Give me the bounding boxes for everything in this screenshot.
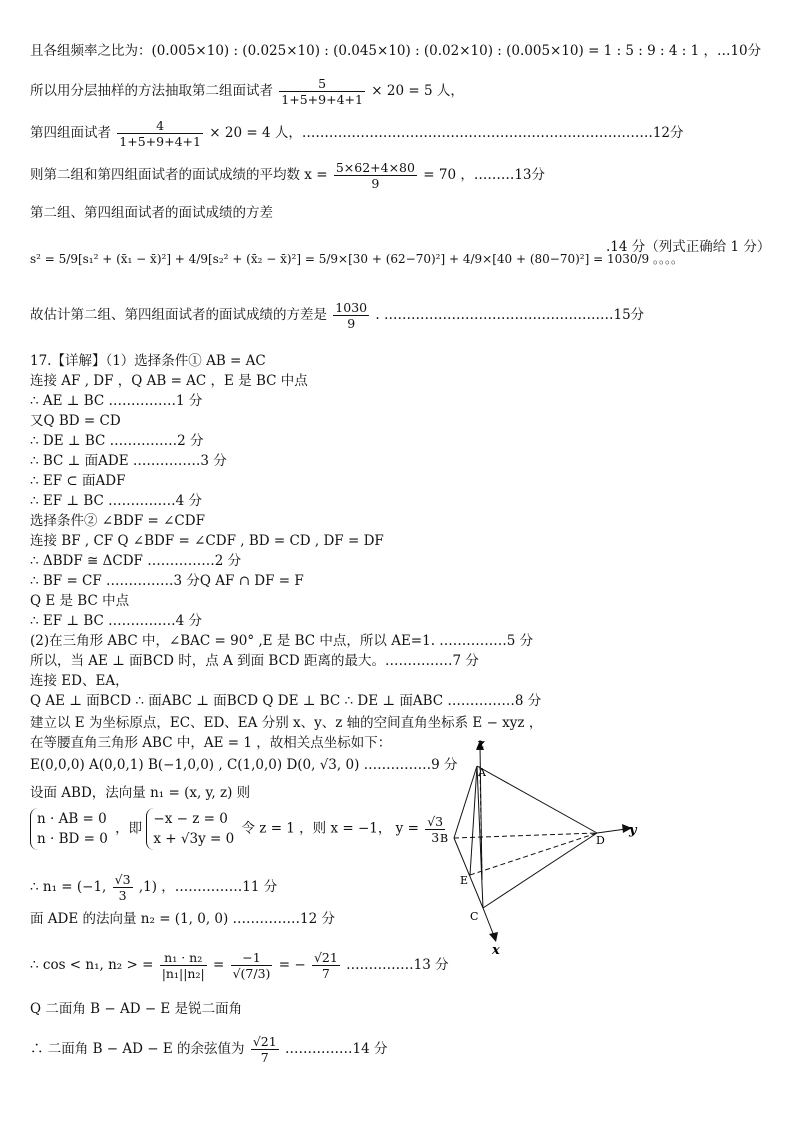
text: ∴ n₁ = (−1,	[30, 879, 107, 895]
label-C: C	[470, 910, 479, 923]
q17-line: ∴ EF ⊥ BC ……………4 分	[30, 613, 203, 629]
text: 令 z = 1 ，则 x = −1， y =	[241, 820, 419, 837]
system-left	[30, 808, 108, 850]
group2-sampling-line	[30, 76, 464, 107]
text: ……………14 分	[284, 1041, 388, 1057]
q17-line: 在等腰直角三角形 ABC 中，AE = 1 ，故相关点坐标如下：	[30, 735, 392, 751]
fraction	[231, 950, 273, 981]
denominator: 7	[321, 966, 330, 981]
label-A: A	[478, 766, 486, 779]
equation: x + √3y = 0	[153, 831, 235, 847]
denominator: 1+5+9+4+1	[281, 92, 363, 107]
x-axis	[483, 908, 494, 936]
ratio-line: 且各组频率之比为：(0.005×10) : (0.025×10) : (0.045×10) : (0.02×10) : (0.005×10) = 1 : 5 : 9 : 4 : 1 ，…10分	[30, 43, 762, 59]
numerator: 5×62+4×80	[335, 160, 415, 175]
q17-line: 连接 BF , CF Q ∠BDF = ∠CDF , BD = CD , DF = DF	[30, 533, 384, 549]
fraction	[333, 300, 369, 331]
tetrahedron-figure	[430, 730, 650, 960]
denominator: 9	[371, 176, 380, 191]
equation: n · BD = 0	[37, 831, 108, 847]
numerator: √21	[252, 1034, 277, 1049]
coordinates-line: E(0,0,0) A(0,0,1) B(−1,0,0) , C(1,0,0) D(0, √3, 0) ……………9 分	[30, 757, 458, 773]
numerator: 4	[117, 118, 203, 134]
numerator: n₁ · n₂	[160, 950, 207, 966]
denominator: 3	[118, 888, 127, 903]
n2-line: 面 ADE 的法向量 n₂ = (1, 0, 0) ……………12 分	[30, 911, 336, 927]
fraction	[334, 160, 417, 191]
edge-BC	[454, 838, 483, 908]
q17-line: Q AE ⊥ 面BCD ∴ 面ABC ⊥ 面BCD Q DE ⊥ BC ∴ DE ⊥ 面ABC ……………8 分	[30, 693, 542, 709]
equation: −x − z = 0	[153, 811, 228, 827]
q17-line: ∴ AE ⊥ BC ……………1 分	[30, 393, 203, 409]
text: ，即	[115, 820, 143, 837]
normal-vector-setup: 设面 ABD，法向量 n₁ = (x, y, z) 则	[30, 785, 251, 801]
edge-CD	[483, 833, 597, 908]
text: 故估计第二组、第四组面试者的面试成绩的方差是	[30, 307, 327, 323]
q17-line: 连接 ED、EA，	[30, 673, 129, 689]
text: ∴ 二面角 B − AD − E 的余弦值为	[30, 1041, 245, 1057]
edge-AD	[477, 766, 597, 833]
equation: n · AB = 0	[37, 811, 107, 827]
variance-heading: 第二组、第四组面试者的面试成绩的方差	[30, 205, 273, 221]
label-E: E	[460, 874, 469, 887]
numerator: √3	[427, 813, 444, 829]
label-y: y	[629, 823, 637, 838]
text: = −	[278, 957, 306, 973]
q17-line: 建立以 E 为坐标原点，EC、ED、EA 分别 x、y、z 轴的空间直角坐标系 E − xyz ，	[30, 715, 543, 731]
text: ∴ cos < n₁, n₂ > =	[30, 957, 154, 973]
text: = 70 ，………13分	[423, 167, 546, 183]
variance-conclusion	[30, 300, 644, 331]
text: 第四组面试者	[30, 125, 111, 141]
cosine-line	[30, 950, 449, 981]
variance-formula: s² = 5/9[s₁² + (x̄₁ − x̄)²] + 4/9[s₂² + (x̄₂ − x̄)²] = 5/9×[30 + (62−70)²] + 4/9×[40 + (80−70)²] = 1030/9 。。。。	[30, 252, 684, 266]
mean-line	[30, 160, 545, 191]
text: . ……………………………………………15分	[375, 307, 645, 323]
text: ……………13 分	[346, 957, 449, 973]
denominator: 3	[431, 829, 440, 845]
fraction	[312, 950, 340, 981]
denominator: √(7/3)	[232, 966, 271, 981]
denominator: 7	[260, 1050, 269, 1065]
text: =	[212, 957, 225, 973]
label-x: x	[492, 943, 500, 958]
n1-result	[30, 872, 277, 903]
edge-ED	[470, 833, 597, 875]
text: × 20 = 4 人，……………………………………………………………………12分	[209, 125, 684, 141]
text: 则第二组和第四组面试者的面试成绩的平均数 x =	[30, 167, 328, 183]
edge-BD	[454, 833, 597, 838]
numerator: 5	[279, 76, 365, 92]
fraction	[113, 872, 133, 903]
q17-line: 连接 AF , DF ，Q AB = AC ，E 是 BC 中点	[30, 373, 308, 389]
q17-line: Q E 是 BC 中点	[30, 593, 130, 609]
q17-line: ∴ BF = CF ……………3 分Q AF ∩ DF = F	[30, 573, 304, 589]
text: 所以用分层抽样的方法抽取第二组面试者	[30, 83, 273, 99]
q17-line: ∴ EF ⊂ 面ADF	[30, 473, 126, 489]
label-z: z	[477, 737, 485, 752]
q17-part2: (2)在三角形 ABC 中，∠BAC = 90° ,E 是 BC 中点，所以 AE=1. ……………5 分	[30, 633, 534, 649]
equation-system-line	[30, 808, 447, 850]
q17-condition2: 选择条件② ∠BDF = ∠CDF	[30, 513, 205, 529]
denominator: |n₁||n₂|	[161, 966, 205, 981]
edge-AE	[470, 766, 477, 875]
q17-line: 所以，当 AE ⊥ 面BCD 时，点 A 到面 BCD 距离的最大。……………7 分	[30, 653, 479, 669]
group4-sampling-line	[30, 118, 684, 149]
q17-line: ∴ EF ⊥ BC ……………4 分	[30, 493, 203, 509]
denominator: 1+5+9+4+1	[119, 134, 201, 149]
q17-title: 17.【详解】（1）选择条件① AB = AC	[30, 353, 266, 369]
text: ,1) ，……………11 分	[138, 879, 278, 895]
final-answer-line	[30, 1034, 387, 1065]
denominator: 9	[347, 316, 356, 331]
system-right	[146, 808, 234, 850]
q17-line: 又Q BD = CD	[30, 413, 121, 429]
label-D: D	[596, 834, 605, 847]
fraction	[117, 118, 203, 149]
fraction	[160, 950, 207, 981]
label-B: B	[440, 832, 449, 845]
fraction	[251, 1034, 279, 1065]
variance-score-note: .14 分（列式正确给 1 分）	[606, 239, 771, 255]
y-axis	[597, 829, 626, 833]
numerator: √21	[313, 950, 338, 965]
q17-line: ∴ BC ⊥ 面ADE ……………3 分	[30, 453, 227, 469]
numerator: √3	[114, 872, 131, 887]
fraction	[279, 76, 365, 107]
q17-line: ∴ DE ⊥ BC ……………2 分	[30, 433, 204, 449]
numerator: −1	[231, 950, 273, 966]
q17-line: ∴ ΔBDF ≅ ΔCDF ……………2 分	[30, 553, 242, 569]
x-arrow	[489, 932, 498, 942]
acute-angle-line: Q 二面角 B − AD − E 是锐二面角	[30, 1001, 243, 1017]
numerator: 1030	[335, 300, 368, 315]
text: × 20 = 5 人，	[371, 83, 464, 99]
